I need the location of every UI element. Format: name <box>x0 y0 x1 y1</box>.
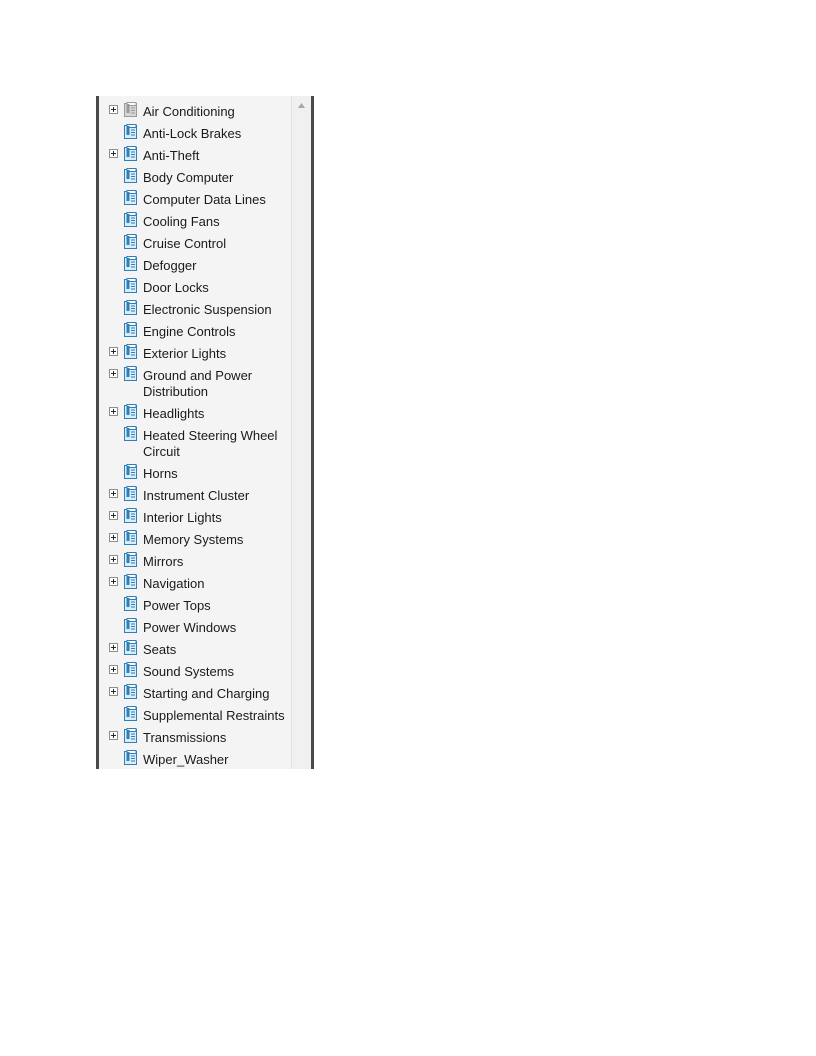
bookmark-label[interactable]: Instrument Cluster <box>143 488 250 503</box>
bookmark-item-instrument-cluster[interactable] <box>99 483 293 505</box>
bookmark-label[interactable]: Door Locks <box>143 280 209 295</box>
bookmark-label[interactable]: Anti-Lock Brakes <box>143 126 242 141</box>
bookmark-label[interactable]: Exterior Lights <box>143 346 227 361</box>
bookmark-item-wiper-washer[interactable] <box>99 747 293 769</box>
bookmark-item-air-conditioning[interactable] <box>99 99 293 121</box>
expand-plus-icon[interactable] <box>109 533 118 542</box>
bookmark-item-memory-systems[interactable] <box>99 527 293 549</box>
bookmark-icon <box>123 706 139 722</box>
bookmark-icon <box>123 552 139 568</box>
bookmark-icon <box>123 750 139 766</box>
bookmark-label[interactable]: Air Conditioning <box>143 104 235 119</box>
expand-plus-icon[interactable] <box>109 149 118 158</box>
bookmark-label[interactable]: Headlights <box>143 406 205 421</box>
bookmark-label[interactable]: Seats <box>143 642 177 657</box>
bookmark-label[interactable]: Power Tops <box>143 598 211 613</box>
bookmark-icon <box>123 190 139 206</box>
bookmark-icon <box>123 344 139 360</box>
expand-plus-icon[interactable] <box>109 687 118 696</box>
bookmark-icon <box>123 300 139 316</box>
bookmark-label[interactable]: Horns <box>143 466 178 481</box>
bookmark-label[interactable]: Cooling Fans <box>143 214 220 229</box>
bookmark-item-heated-steering-wheel-circuit[interactable] <box>99 423 293 461</box>
bookmark-label[interactable]: Engine Controls <box>143 324 236 339</box>
bookmark-label[interactable]: Mirrors <box>143 554 184 569</box>
bookmark-label[interactable]: Ground and Power Distribution <box>143 368 253 399</box>
bookmark-item-electronic-suspension[interactable] <box>99 297 293 319</box>
expand-plus-icon[interactable] <box>109 511 118 520</box>
bookmark-icon <box>123 124 139 140</box>
expand-plus-icon[interactable] <box>109 665 118 674</box>
bookmark-item-door-locks[interactable] <box>99 275 293 297</box>
bookmark-item-exterior-lights[interactable] <box>99 341 293 363</box>
bookmark-item-body-computer[interactable] <box>99 165 293 187</box>
bookmark-label[interactable]: Electronic Suspension <box>143 302 272 317</box>
bookmark-item-mirrors[interactable] <box>99 549 293 571</box>
bookmark-item-headlights[interactable] <box>99 401 293 423</box>
bookmark-item-supplemental-restraints[interactable] <box>99 703 293 725</box>
bookmark-label[interactable]: Cruise Control <box>143 236 227 251</box>
bookmark-icon <box>123 168 139 184</box>
bookmark-label[interactable]: Body Computer <box>143 170 234 185</box>
bookmark-icon <box>123 662 139 678</box>
bookmark-item-horns[interactable] <box>99 461 293 483</box>
bookmark-label[interactable]: Power Windows <box>143 620 237 635</box>
bookmark-label[interactable]: Computer Data Lines <box>143 192 266 207</box>
bookmark-icon <box>123 404 139 420</box>
bookmark-icon <box>123 728 139 744</box>
expand-plus-icon[interactable] <box>109 347 118 356</box>
expand-plus-icon[interactable] <box>109 105 118 114</box>
scroll-up-arrow-icon[interactable] <box>292 98 311 112</box>
bookmark-icon <box>123 322 139 338</box>
bookmark-item-ground-and-power-distribution[interactable] <box>99 363 293 401</box>
bookmark-icon <box>123 486 139 502</box>
bookmark-item-interior-lights[interactable] <box>99 505 293 527</box>
bookmark-icon <box>123 596 139 612</box>
bookmark-item-cooling-fans[interactable] <box>99 209 293 231</box>
bookmark-icon <box>123 212 139 228</box>
bookmark-item-starting-and-charging[interactable] <box>99 681 293 703</box>
bookmark-item-computer-data-lines[interactable] <box>99 187 293 209</box>
bookmark-icon <box>123 366 139 382</box>
bookmark-item-engine-controls[interactable] <box>99 319 293 341</box>
bookmark-label[interactable]: Defogger <box>143 258 197 273</box>
bookmark-icon <box>123 640 139 656</box>
bookmark-icon <box>123 574 139 590</box>
bookmark-item-sound-systems[interactable] <box>99 659 293 681</box>
bookmark-item-transmissions[interactable] <box>99 725 293 747</box>
expand-plus-icon[interactable] <box>109 643 118 652</box>
bookmark-icon <box>123 146 139 162</box>
bookmark-icon <box>123 278 139 294</box>
bookmark-label[interactable]: Anti-Theft <box>143 148 200 163</box>
vertical-scrollbar[interactable] <box>291 96 311 769</box>
bookmark-label[interactable]: Supplemental Restraints <box>143 708 285 723</box>
expand-plus-icon[interactable] <box>109 369 118 378</box>
bookmark-icon <box>123 234 139 250</box>
gray-bookmark-icon <box>123 102 139 118</box>
bookmark-item-anti-lock-brakes[interactable] <box>99 121 293 143</box>
bookmark-item-navigation[interactable] <box>99 571 293 593</box>
bookmark-item-power-windows[interactable] <box>99 615 293 637</box>
bookmark-icon <box>123 464 139 480</box>
bookmark-item-seats[interactable] <box>99 637 293 659</box>
bookmarks-panel <box>96 96 314 769</box>
expand-plus-icon[interactable] <box>109 555 118 564</box>
bookmark-label[interactable]: Wiper_Washer <box>143 752 229 767</box>
bookmark-label[interactable]: Interior Lights <box>143 510 222 525</box>
expand-plus-icon[interactable] <box>109 577 118 586</box>
expand-plus-icon[interactable] <box>109 489 118 498</box>
bookmark-label[interactable]: Starting and Charging <box>143 686 270 701</box>
bookmark-icon <box>123 684 139 700</box>
bookmark-item-power-tops[interactable] <box>99 593 293 615</box>
bookmark-icon <box>123 618 139 634</box>
bookmark-icon <box>123 426 139 442</box>
bookmark-label[interactable]: Transmissions <box>143 730 227 745</box>
bookmark-icon <box>123 508 139 524</box>
bookmark-label[interactable]: Memory Systems <box>143 532 244 547</box>
bookmark-icon <box>123 256 139 272</box>
bookmark-label[interactable]: Sound Systems <box>143 664 235 679</box>
expand-plus-icon[interactable] <box>109 407 118 416</box>
bookmarks-tree <box>99 96 293 769</box>
expand-plus-icon[interactable] <box>109 731 118 740</box>
bookmark-item-anti-theft[interactable] <box>99 143 293 165</box>
bookmark-item-cruise-control[interactable] <box>99 231 293 253</box>
bookmark-icon <box>123 530 139 546</box>
bookmark-label[interactable]: Heated Steering Wheel Circuit <box>143 428 278 459</box>
bookmark-label[interactable]: Navigation <box>143 576 205 591</box>
bookmark-item-defogger[interactable] <box>99 253 293 275</box>
